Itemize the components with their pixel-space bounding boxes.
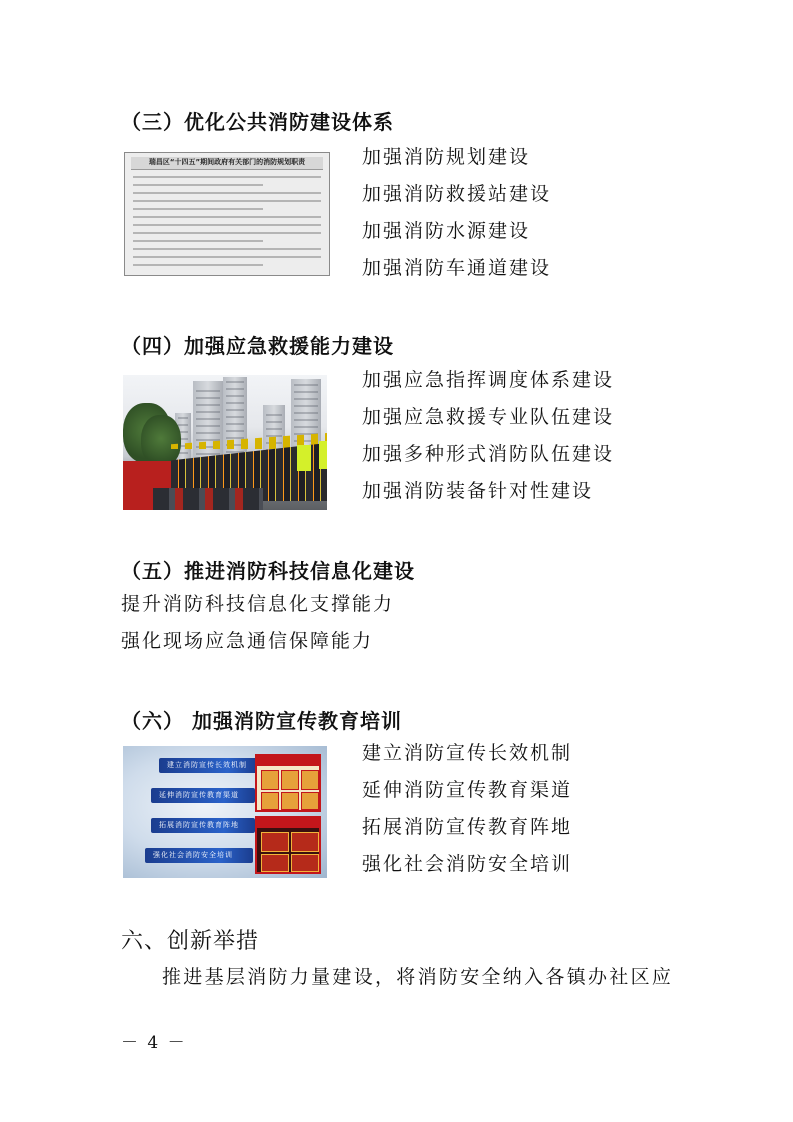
list-item: 加强应急指挥调度体系建设 <box>362 369 615 391</box>
list-item: 拓展消防宣传教育阵地 <box>362 816 573 838</box>
chapter-heading: 六、创新举措 <box>121 929 260 954</box>
planning-duties-table-image <box>124 152 330 276</box>
list-item: 加强消防装备针对性建设 <box>362 480 594 502</box>
list-item: 加强消防水源建设 <box>362 220 531 242</box>
list-item: 强化现场应急通信保障能力 <box>121 630 374 652</box>
list-item: 建立消防宣传长效机制 <box>362 742 573 764</box>
planning-duties-table-title: 瑞昌区“十四五”期间政府有关部门的消防规划职责 <box>131 157 323 170</box>
firefighters-photo <box>123 375 327 510</box>
publicity-image <box>123 746 327 878</box>
list-item: 加强消防规划建设 <box>362 146 531 168</box>
publicity-band: 拓展消防宣传教育阵地 <box>151 818 255 833</box>
publicity-band: 建立消防宣传长效机制 <box>159 758 257 773</box>
list-item: 加强消防救援站建设 <box>362 183 552 205</box>
publicity-board-image <box>255 754 321 812</box>
list-item: 加强多种形式消防队伍建设 <box>362 443 615 465</box>
list-item: 加强消防车通道建设 <box>362 257 552 279</box>
list-item: 提升消防科技信息化支撑能力 <box>121 593 395 615</box>
publicity-activity-photo <box>255 816 321 874</box>
list-item: 延伸消防宣传教育渠道 <box>362 779 573 801</box>
publicity-band: 延伸消防宣传教育渠道 <box>151 788 255 803</box>
publicity-band: 强化社会消防安全培训 <box>145 848 253 863</box>
section-heading-3: （三）优化公共消防建设体系 <box>121 110 394 134</box>
section-heading-4: （四）加强应急救援能力建设 <box>121 334 394 358</box>
list-item: 加强应急救援专业队伍建设 <box>362 406 615 428</box>
section-heading-5: （五）推进消防科技信息化建设 <box>121 559 415 583</box>
section-heading-6: （六） 加强消防宣传教育培训 <box>121 709 402 733</box>
chapter-paragraph: 推进基层消防力量建设，将消防安全纳入各镇办社区应 <box>162 966 674 988</box>
page-number: － 4 － <box>121 1033 187 1053</box>
list-item: 强化社会消防安全培训 <box>362 853 573 875</box>
